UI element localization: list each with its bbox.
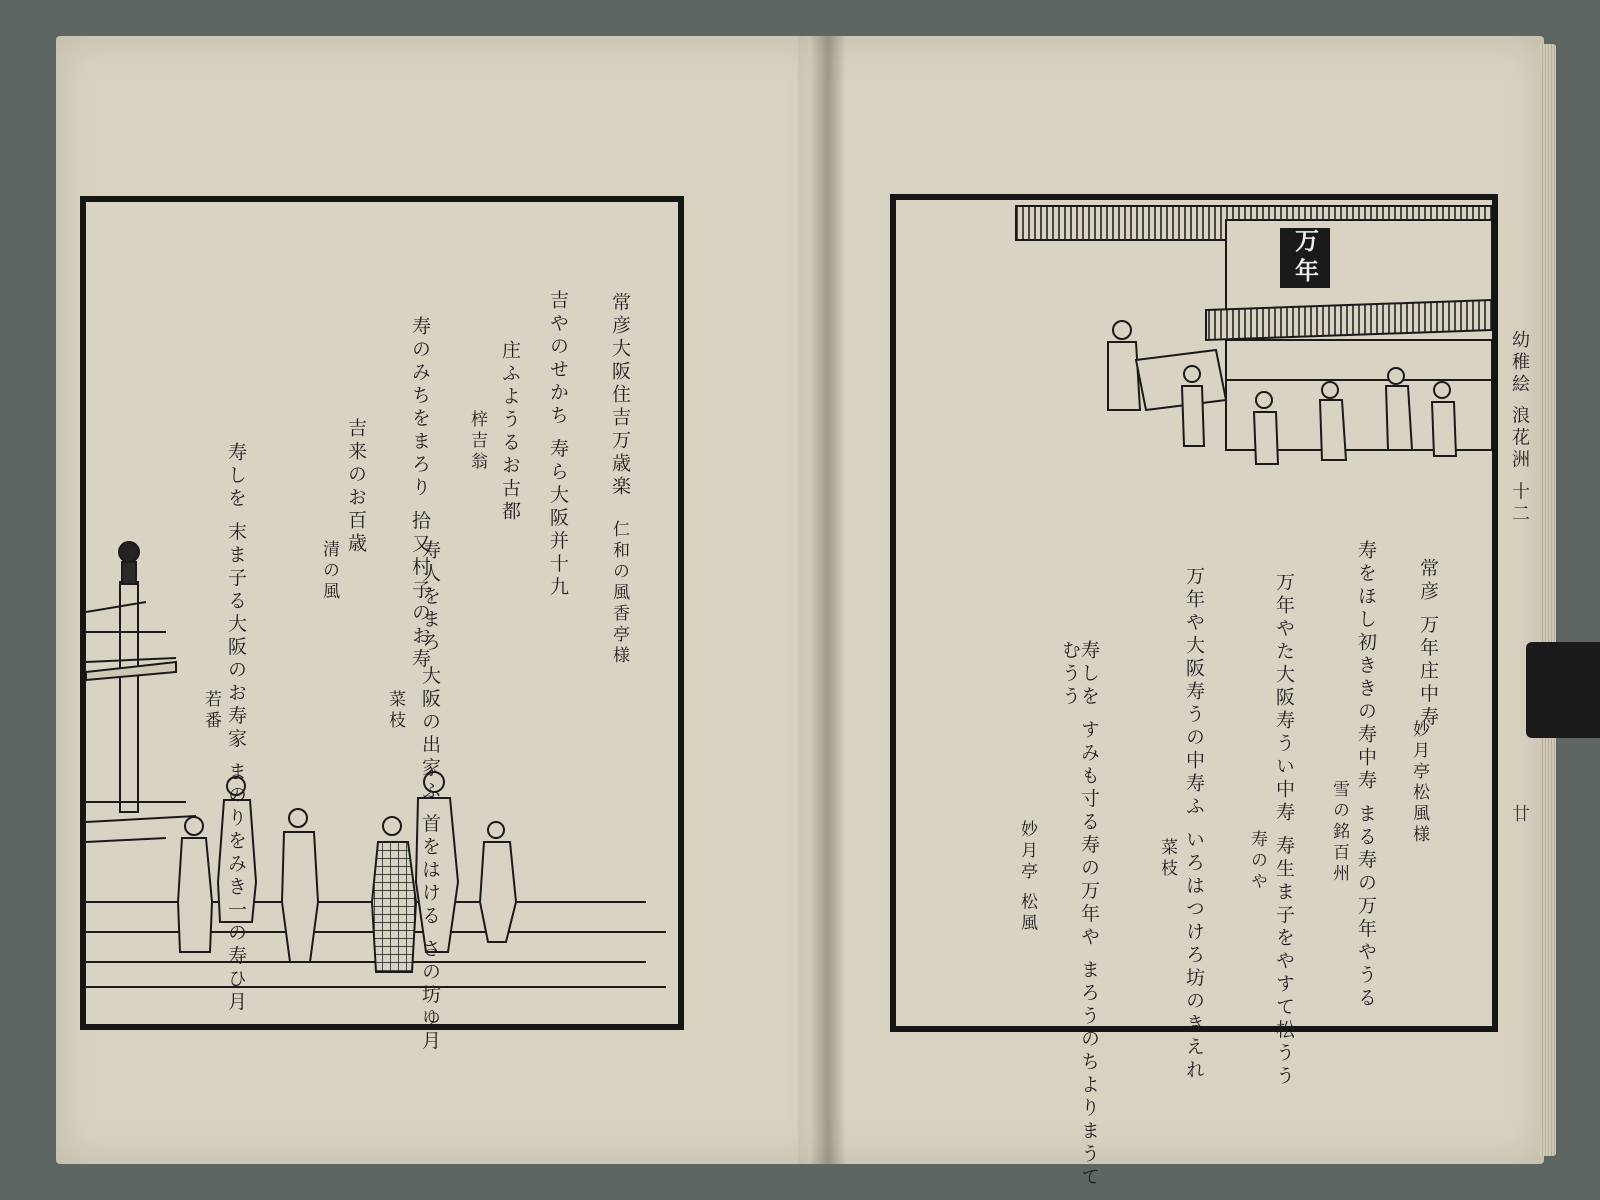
left-poem-1-signature: 仁和の風香亭様 <box>609 520 629 667</box>
left-poem-2: 吉やのせかち 寿ら大阪并十九 <box>547 290 569 600</box>
left-poem-1: 常彦大阪住吉万歳楽 <box>609 292 631 499</box>
right-poem-3: 万年やた大阪寿うい中寿 寿生ま子をやすて松うう <box>1273 572 1295 1089</box>
right-poem-3-signature: 寿のや <box>1247 830 1267 893</box>
binder-clip <box>1526 642 1600 738</box>
left-poem-3: 庄ふようるお古都 <box>499 340 521 524</box>
page-edges <box>1540 44 1556 1156</box>
left-poem-7-signature: 若番 <box>201 690 221 732</box>
right-poem-5-signature: 妙月亭 松風 <box>1017 820 1037 935</box>
right-poem-1-signature: 妙月亭松風様 <box>1409 720 1429 846</box>
left-scene-illustration <box>86 202 678 1024</box>
left-poem-4-signature: 清の風 <box>319 540 339 603</box>
left-poem-7: 寿しを 末ま子る大阪のお寿家 まのりをみき一の寿ひ月 <box>225 442 247 1015</box>
book-gutter <box>810 36 846 1164</box>
right-poem-4: 万年や大阪寿うの中寿ふ いろはつけろ坊のきえれ <box>1183 566 1205 1083</box>
left-poem-4: 寿のみちをまろり 拾又村子のお寿 <box>409 316 431 672</box>
left-poem-6-signature: 菜枝 <box>385 690 405 732</box>
left-illustration-frame <box>80 196 684 1030</box>
left-poem-6: 寿人をまろ 大阪の出家ふ 首をはける さの坊ゆ月 <box>419 540 441 1054</box>
right-poem-5: 寿しを すみも寸る寿の万年や まろうのちよりまうてむうう <box>1059 640 1100 1190</box>
right-poem-4-signature: 菜枝 <box>1157 838 1177 880</box>
margin-title: 幼稚絵 浪花洲 十二 <box>1509 330 1530 526</box>
left-poem-2-signature: 梓吉翁 <box>467 410 487 473</box>
page-number: 廿 <box>1512 804 1530 825</box>
left-poem-5: 吉来のお百歳 <box>345 418 367 556</box>
right-poem-2: 寿をほし初ききの寿中寿 まる寿の万年やうる <box>1355 540 1377 1011</box>
right-poem-2-signature: 雪の銘百州 <box>1329 780 1349 885</box>
right-poem-1: 常彦 万年庄中寿 <box>1417 558 1439 730</box>
shop-sign: 万年 <box>1280 228 1330 288</box>
